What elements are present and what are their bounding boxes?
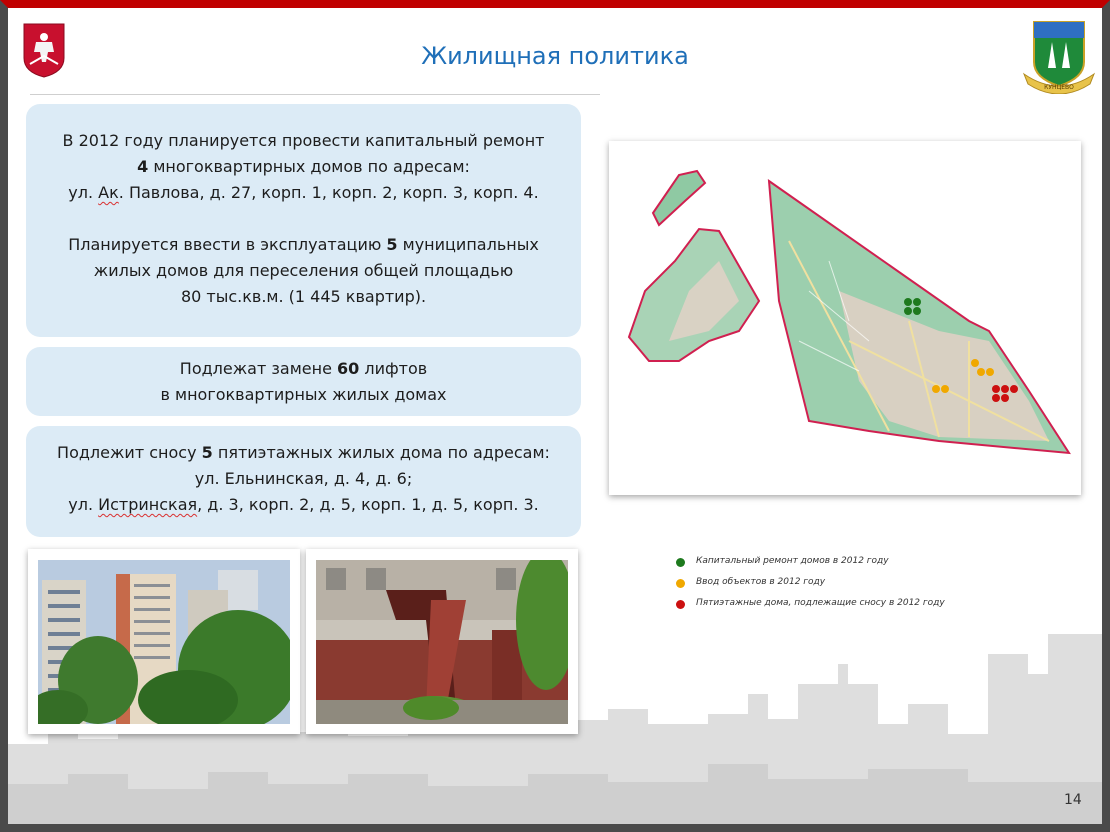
box1-line3-ak: Ак bbox=[98, 183, 119, 202]
old-building-entrance-photo bbox=[306, 549, 578, 734]
box1-line4 bbox=[26, 232, 581, 258]
old-building-entrance-image bbox=[316, 560, 568, 724]
apartment-buildings-photo bbox=[28, 549, 300, 734]
box2-line2: в многоквартирных жилых домах bbox=[160, 385, 447, 404]
slide-title: Жилищная политика bbox=[421, 42, 689, 70]
box2-line1-prefix: Подлежат замене bbox=[179, 359, 337, 378]
box1-line2-text: многоквартирных домов по адресам: bbox=[148, 157, 470, 176]
box1-line3-address: . Павлова, д. 27, корп. 1, корп. 2, корп. 3, корп. 4. bbox=[118, 183, 539, 202]
box3-line1-prefix: Подлежит сносу bbox=[57, 443, 202, 462]
district-map-image bbox=[609, 141, 1081, 495]
box1-line4-suffix: муниципальных bbox=[397, 235, 539, 254]
box1-line1: В 2012 году планируется провести капитальный ремонт bbox=[62, 131, 545, 150]
box3-line3-street: Истринская bbox=[98, 495, 198, 514]
legend-label: Капитальный ремонт домов в 2012 году bbox=[696, 556, 889, 566]
box3-line1 bbox=[26, 440, 581, 466]
demolition-info-box bbox=[26, 426, 581, 537]
box3-line2: ул. Ельнинская, д. 4, д. 6; bbox=[194, 469, 413, 488]
box1-line5: жилых домов для переселения общей площадью bbox=[93, 261, 514, 280]
legend-dot-icon bbox=[676, 558, 685, 567]
box3-line3-prefix: ул. bbox=[68, 495, 99, 514]
box1-line6: 80 тыс.кв.м. (1 445 квартир). bbox=[180, 287, 427, 306]
page-number: 14 bbox=[1064, 792, 1082, 808]
box2-elevator-count: 60 bbox=[337, 359, 360, 378]
box1-line2 bbox=[26, 154, 581, 180]
capital-repair-info-box bbox=[26, 104, 581, 337]
title-divider bbox=[30, 94, 600, 95]
box1-line3-prefix: ул. bbox=[68, 183, 99, 202]
box1-line4-prefix: Планируется ввести в эксплуатацию bbox=[68, 235, 387, 254]
box3-line3-address: , д. 3, корп. 2, д. 5, корп. 1, д. 5, корп. 3. bbox=[197, 495, 539, 514]
box1-spacer bbox=[26, 206, 581, 232]
box3-demolition-count: 5 bbox=[201, 443, 213, 462]
box3-line1-suffix: пятиэтажных жилых дома по адресам: bbox=[212, 443, 550, 462]
box1-repair-count: 4 bbox=[137, 157, 149, 176]
emblem-ribbon-text: КУНЦЕВО bbox=[1044, 84, 1074, 91]
box3-line3 bbox=[26, 492, 581, 518]
legend-label: Пятиэтажные дома, подлежащие сносу в 2012 году bbox=[696, 598, 945, 608]
box1-line3 bbox=[26, 180, 581, 206]
legend-dot-icon bbox=[676, 600, 685, 609]
box1-house-count: 5 bbox=[386, 235, 398, 254]
box2-line1 bbox=[26, 356, 581, 382]
box2-line1-suffix: лифтов bbox=[359, 359, 428, 378]
apartment-buildings-image bbox=[38, 560, 290, 724]
legend-dot-icon bbox=[676, 579, 685, 588]
legend-label: Ввод объектов в 2012 году bbox=[696, 577, 826, 587]
district-map bbox=[609, 141, 1081, 495]
elevator-replacement-info-box bbox=[26, 347, 581, 416]
